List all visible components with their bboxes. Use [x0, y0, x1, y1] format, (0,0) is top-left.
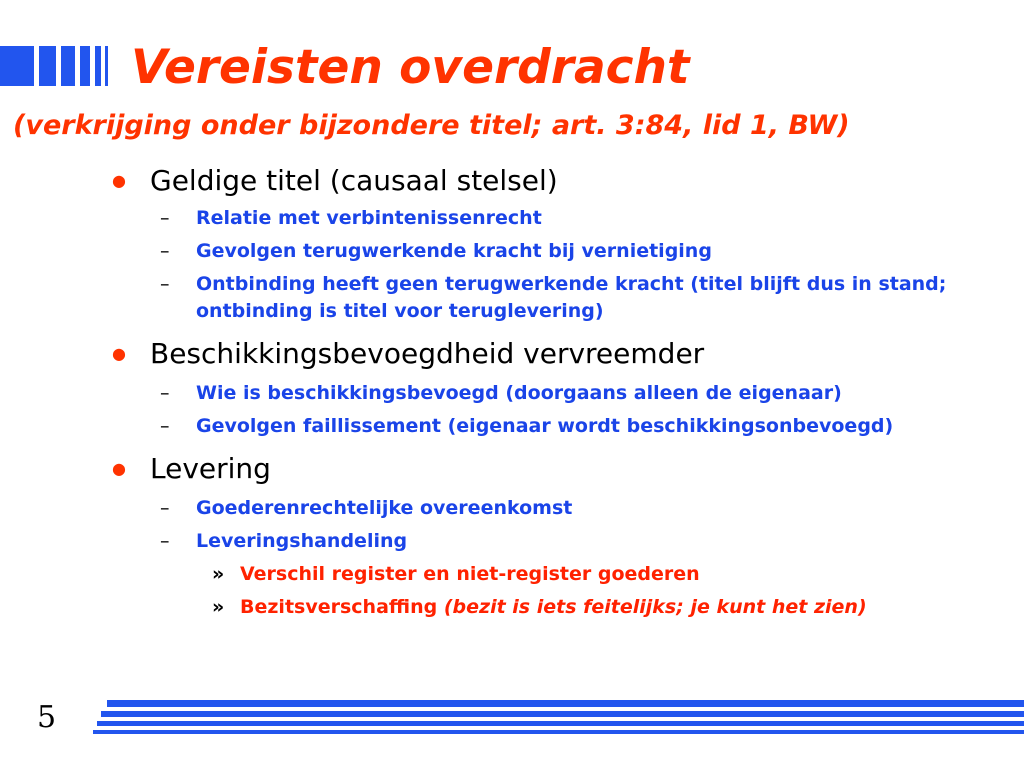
- sub-item-text: Ontbinding heeft geen terugwerkende kracht (titel blijft dus in stand; ontbinding is titel voor teruglevering): [196, 273, 947, 322]
- sub-item: [160, 413, 990, 440]
- footer-line: [107, 700, 1024, 707]
- footer-line: [93, 730, 1024, 734]
- sub-item: [160, 205, 990, 232]
- slide-number: 5: [37, 700, 57, 735]
- bullet-dot-icon: ●: [112, 459, 126, 478]
- dash-marker: –: [160, 415, 170, 437]
- sub-sub-item-text: Verschil register en niet-register goederen: [240, 563, 700, 585]
- raquo-marker: »: [212, 596, 225, 618]
- dash-marker: –: [160, 207, 170, 229]
- footer-line: [97, 721, 1024, 726]
- sub-item: [160, 528, 990, 555]
- dash-marker: –: [160, 273, 170, 295]
- slide-title: Vereisten overdracht: [131, 40, 690, 95]
- raquo-marker: »: [212, 563, 225, 585]
- bullet-dot-icon: ●: [112, 171, 126, 190]
- bullet-item-beschikkingsbevoegdheid: [112, 336, 704, 372]
- sub-sub-item-text: Bezitsverschaffing: [240, 596, 438, 618]
- sub-item-text: Wie is beschikkingsbevoegd (doorgaans alleen de eigenaar): [196, 382, 842, 404]
- dash-marker: –: [160, 530, 170, 552]
- footer-lines-decoration: [93, 698, 1024, 740]
- sub-item: [160, 380, 990, 407]
- sub-item: [160, 271, 990, 325]
- sub-item-text: Gevolgen faillissement (eigenaar wordt beschikkingsonbevoegd): [196, 415, 894, 437]
- sub-item-text: Goederenrechtelijke overeenkomst: [196, 497, 573, 519]
- bullet-heading: Geldige titel (causaal stelsel): [150, 164, 558, 197]
- sub-sub-item-italic-text: (bezit is iets feitelijks; je kunt het zien): [443, 596, 867, 618]
- bullet-item-geldige-titel: [112, 163, 558, 199]
- footer-line: [101, 711, 1024, 717]
- sub-item: [160, 238, 990, 265]
- dash-marker: –: [160, 382, 170, 404]
- slide-subtitle: (verkrijging onder bijzondere titel; art. 3:84, lid 1, BW): [13, 110, 850, 141]
- bullet-heading: Beschikkingsbevoegdheid vervreemder: [150, 337, 705, 370]
- bullet-item-levering: [112, 451, 271, 487]
- bullet-dot-icon: ●: [112, 344, 126, 363]
- bullet-heading: Levering: [150, 452, 271, 485]
- dash-marker: –: [160, 240, 170, 262]
- dash-marker: –: [160, 497, 170, 519]
- sub-sub-item: [212, 594, 867, 621]
- sub-item: [160, 495, 990, 522]
- sub-item-text: Relatie met verbintenissenrecht: [196, 207, 542, 229]
- sub-sub-item: [212, 561, 700, 588]
- sub-item-text: Gevolgen terugwerkende kracht bij vernietiging: [196, 240, 712, 262]
- sub-item-text: Leveringshandeling: [196, 530, 408, 552]
